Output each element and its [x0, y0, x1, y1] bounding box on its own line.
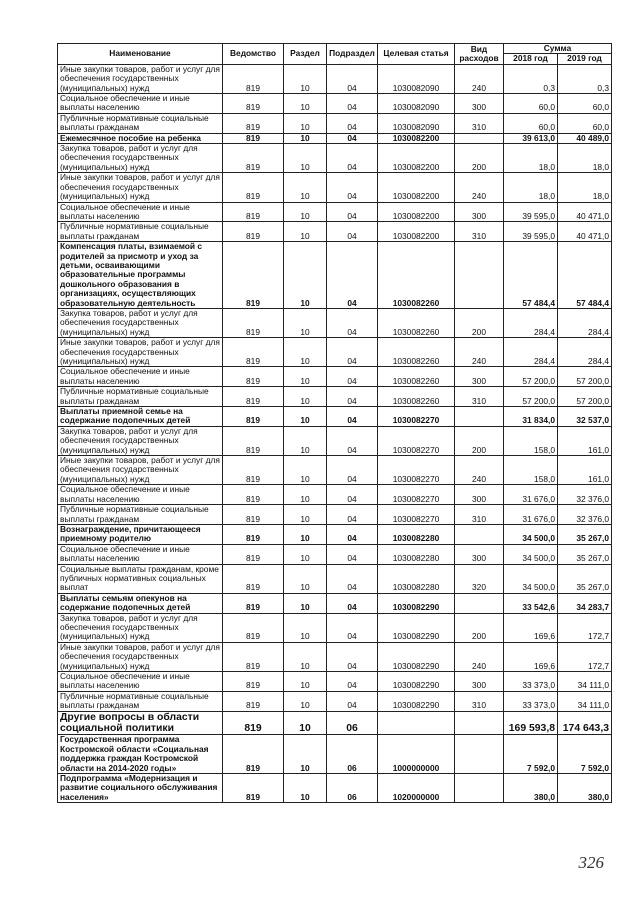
- row-razdel: 10: [284, 202, 327, 222]
- row-vr: 240: [455, 64, 504, 93]
- row-amount-2018: 39 595,0: [504, 202, 558, 222]
- row-csr: 1030082280: [378, 564, 455, 593]
- row-podrazdel: 04: [327, 564, 378, 593]
- table-row: [58, 242, 612, 309]
- table-body: [58, 64, 612, 802]
- row-csr: 1030082290: [378, 613, 455, 642]
- row-name: Социальное обеспечение и иные выплаты населению: [58, 202, 223, 222]
- row-vr: 300: [455, 367, 504, 387]
- table-row: [58, 711, 612, 735]
- row-razdel: 10: [284, 524, 327, 544]
- row-csr: 1030082260: [378, 242, 455, 309]
- row-podrazdel: 04: [327, 672, 378, 692]
- row-amount-2018: 18,0: [504, 144, 558, 173]
- row-vr: 200: [455, 426, 504, 455]
- row-ved: 819: [223, 691, 284, 711]
- table-row: [58, 524, 612, 544]
- row-csr: 1030082290: [378, 672, 455, 692]
- row-podrazdel: 04: [327, 642, 378, 671]
- row-csr: 1030082260: [378, 387, 455, 407]
- row-amount-2018: 39 613,0: [504, 133, 558, 143]
- row-csr: 1030082090: [378, 94, 455, 114]
- row-amount-2018: 57 484,4: [504, 242, 558, 309]
- row-ved: 819: [223, 505, 284, 525]
- row-csr: 1030082290: [378, 691, 455, 711]
- row-amount-2018: 39 595,0: [504, 222, 558, 242]
- row-amount-2018: 7 592,0: [504, 735, 558, 774]
- row-ved: 819: [223, 735, 284, 774]
- row-ved: 819: [223, 144, 284, 173]
- table-row: [58, 64, 612, 93]
- row-ved: 819: [223, 173, 284, 202]
- row-name: Закупка товаров, работ и услуг для обеспечения государственных (муниципальных) нужд: [58, 613, 223, 642]
- row-podrazdel: 04: [327, 485, 378, 505]
- row-amount-2019: 174 643,3: [558, 711, 612, 735]
- row-ved: 819: [223, 613, 284, 642]
- header-csr: Целевая статья: [378, 44, 455, 65]
- row-csr: 1030082200: [378, 222, 455, 242]
- row-ved: 819: [223, 338, 284, 367]
- row-vr: 240: [455, 456, 504, 485]
- row-podrazdel: 04: [327, 387, 378, 407]
- row-name: Компенсация платы, взимаемой с родителей за присмотр и уход за детьми, осваивающими образовательные программы дошкольного образования в организациях, осуществляющих образовательную деятельность: [58, 242, 223, 309]
- row-podrazdel: 04: [327, 456, 378, 485]
- row-amount-2018: 34 500,0: [504, 544, 558, 564]
- row-podrazdel: 04: [327, 173, 378, 202]
- row-razdel: 10: [284, 308, 327, 337]
- row-ved: 819: [223, 774, 284, 803]
- row-ved: 819: [223, 485, 284, 505]
- table-row: [58, 407, 612, 427]
- row-vr: 300: [455, 94, 504, 114]
- table-header: [58, 44, 612, 65]
- row-podrazdel: 04: [327, 222, 378, 242]
- row-amount-2018: 33 373,0: [504, 691, 558, 711]
- row-vr: 320: [455, 564, 504, 593]
- row-razdel: 10: [284, 94, 327, 114]
- row-vr: 310: [455, 691, 504, 711]
- row-amount-2019: 161,0: [558, 456, 612, 485]
- row-csr: 1030082270: [378, 407, 455, 427]
- row-podrazdel: 04: [327, 524, 378, 544]
- row-amount-2018: 57 200,0: [504, 367, 558, 387]
- row-ved: 819: [223, 642, 284, 671]
- row-amount-2019: 35 267,0: [558, 544, 612, 564]
- row-podrazdel: 04: [327, 593, 378, 613]
- row-vr: [455, 774, 504, 803]
- table-row: [58, 593, 612, 613]
- table-row: [58, 613, 612, 642]
- row-vr: 200: [455, 613, 504, 642]
- row-csr: 1030082270: [378, 505, 455, 525]
- header-podrazdel: Подраздел: [327, 44, 378, 65]
- row-vr: [455, 593, 504, 613]
- row-vr: 200: [455, 308, 504, 337]
- row-ved: 819: [223, 564, 284, 593]
- row-vr: 300: [455, 485, 504, 505]
- row-razdel: 10: [284, 407, 327, 427]
- row-name: Публичные нормативные социальные выплаты гражданам: [58, 222, 223, 242]
- row-podrazdel: 04: [327, 544, 378, 564]
- row-vr: 310: [455, 222, 504, 242]
- row-amount-2019: 60,0: [558, 94, 612, 114]
- row-name: Публичные нормативные социальные выплаты гражданам: [58, 113, 223, 133]
- row-podrazdel: 06: [327, 735, 378, 774]
- row-csr: 1030082260: [378, 338, 455, 367]
- row-csr: 1030082200: [378, 144, 455, 173]
- row-vr: [455, 133, 504, 143]
- row-csr: 1030082200: [378, 173, 455, 202]
- row-ved: 819: [223, 407, 284, 427]
- row-amount-2018: 57 200,0: [504, 387, 558, 407]
- row-razdel: 10: [284, 173, 327, 202]
- row-razdel: 10: [284, 133, 327, 143]
- row-csr: 1030082090: [378, 64, 455, 93]
- row-csr: 1030082260: [378, 367, 455, 387]
- row-ved: 819: [223, 133, 284, 143]
- row-name: Иные закупки товаров, работ и услуг для обеспечения государственных (муниципальных) нужд: [58, 338, 223, 367]
- row-csr: 1030082260: [378, 308, 455, 337]
- row-amount-2019: 40 489,0: [558, 133, 612, 143]
- row-ved: 819: [223, 94, 284, 114]
- table-row: [58, 94, 612, 114]
- row-name: Социальное обеспечение и иные выплаты населению: [58, 485, 223, 505]
- row-amount-2019: 35 267,0: [558, 564, 612, 593]
- row-ved: 819: [223, 308, 284, 337]
- row-name: Иные закупки товаров, работ и услуг для обеспечения государственных (муниципальных) нужд: [58, 64, 223, 93]
- row-podrazdel: 04: [327, 407, 378, 427]
- table-row: [58, 338, 612, 367]
- row-name: Социальные выплаты гражданам, кроме публичных нормативных социальных выплат: [58, 564, 223, 593]
- row-ved: 819: [223, 456, 284, 485]
- row-name: Социальное обеспечение и иные выплаты населению: [58, 672, 223, 692]
- row-amount-2019: 34 111,0: [558, 691, 612, 711]
- row-podrazdel: 04: [327, 505, 378, 525]
- row-amount-2019: 57 484,4: [558, 242, 612, 309]
- header-summa: Сумма: [504, 44, 612, 54]
- row-razdel: 10: [284, 593, 327, 613]
- row-name: Социальное обеспечение и иные выплаты населению: [58, 94, 223, 114]
- row-name: Вознаграждение, причитающееся приемному родителю: [58, 524, 223, 544]
- row-amount-2018: 0,3: [504, 64, 558, 93]
- row-podrazdel: 04: [327, 242, 378, 309]
- row-amount-2018: 33 542,6: [504, 593, 558, 613]
- row-ved: 819: [223, 113, 284, 133]
- table-row: [58, 308, 612, 337]
- row-csr: 1030082200: [378, 133, 455, 143]
- header-ved: Ведомство: [223, 44, 284, 65]
- row-ved: 819: [223, 524, 284, 544]
- row-amount-2019: 34 111,0: [558, 672, 612, 692]
- row-vr: 240: [455, 642, 504, 671]
- row-amount-2018: 169 593,8: [504, 711, 558, 735]
- header-year-2019: 2019 год: [558, 54, 612, 64]
- row-razdel: 10: [284, 113, 327, 133]
- row-razdel: 10: [284, 613, 327, 642]
- table-row: [58, 222, 612, 242]
- row-podrazdel: 04: [327, 113, 378, 133]
- row-amount-2019: 380,0: [558, 774, 612, 803]
- row-amount-2018: 60,0: [504, 113, 558, 133]
- row-podrazdel: 04: [327, 613, 378, 642]
- row-name: Закупка товаров, работ и услуг для обеспечения государственных (муниципальных) нужд: [58, 426, 223, 455]
- row-name: Социальное обеспечение и иные выплаты населению: [58, 367, 223, 387]
- row-name: Ежемесячное пособие на ребенка: [58, 133, 223, 143]
- row-ved: 819: [223, 593, 284, 613]
- row-podrazdel: 04: [327, 691, 378, 711]
- row-amount-2018: 158,0: [504, 456, 558, 485]
- row-name: Публичные нормативные социальные выплаты гражданам: [58, 387, 223, 407]
- row-amount-2018: 31 676,0: [504, 505, 558, 525]
- row-amount-2018: 31 834,0: [504, 407, 558, 427]
- row-amount-2018: 60,0: [504, 94, 558, 114]
- row-razdel: 10: [284, 735, 327, 774]
- row-razdel: 10: [284, 544, 327, 564]
- row-amount-2018: 33 373,0: [504, 672, 558, 692]
- row-razdel: 10: [284, 711, 327, 735]
- row-amount-2019: 32 376,0: [558, 485, 612, 505]
- header-vr: Вид расходов: [455, 44, 504, 65]
- table-row: [58, 485, 612, 505]
- row-razdel: 10: [284, 242, 327, 309]
- row-csr: 1030082290: [378, 642, 455, 671]
- header-year-2018: 2018 год: [504, 54, 558, 64]
- row-amount-2019: 0,3: [558, 64, 612, 93]
- row-csr: 1030082270: [378, 485, 455, 505]
- table-row: [58, 642, 612, 671]
- row-razdel: 10: [284, 456, 327, 485]
- row-ved: 819: [223, 222, 284, 242]
- row-amount-2019: 18,0: [558, 144, 612, 173]
- row-vr: 200: [455, 144, 504, 173]
- row-amount-2019: 7 592,0: [558, 735, 612, 774]
- row-ved: 819: [223, 544, 284, 564]
- row-razdel: 10: [284, 144, 327, 173]
- row-vr: [455, 711, 504, 735]
- row-amount-2019: 172,7: [558, 613, 612, 642]
- row-name: Публичные нормативные социальные выплаты гражданам: [58, 691, 223, 711]
- table-row: [58, 426, 612, 455]
- table-row: [58, 456, 612, 485]
- row-ved: 819: [223, 711, 284, 735]
- row-name: Другие вопросы в области социальной политики: [58, 711, 223, 735]
- table-row: [58, 672, 612, 692]
- row-amount-2019: 284,4: [558, 338, 612, 367]
- row-amount-2019: 18,0: [558, 173, 612, 202]
- table-row: [58, 505, 612, 525]
- row-amount-2018: 34 500,0: [504, 564, 558, 593]
- row-name: Подпрограмма «Модернизация и развитие социального обслуживания населения»: [58, 774, 223, 803]
- header-razdel: Раздел: [284, 44, 327, 65]
- row-razdel: 10: [284, 64, 327, 93]
- row-amount-2019: 57 200,0: [558, 367, 612, 387]
- row-amount-2019: 35 267,0: [558, 524, 612, 544]
- row-ved: 819: [223, 202, 284, 222]
- table-row: [58, 564, 612, 593]
- row-razdel: 10: [284, 642, 327, 671]
- page-number: 326: [578, 853, 604, 872]
- row-podrazdel: 06: [327, 711, 378, 735]
- row-podrazdel: 04: [327, 367, 378, 387]
- row-amount-2019: 284,4: [558, 308, 612, 337]
- row-csr: 1030082280: [378, 544, 455, 564]
- row-razdel: 10: [284, 505, 327, 525]
- row-podrazdel: 04: [327, 64, 378, 93]
- row-vr: 310: [455, 387, 504, 407]
- row-razdel: 10: [284, 672, 327, 692]
- table-row: [58, 367, 612, 387]
- row-razdel: 10: [284, 774, 327, 803]
- row-amount-2018: 158,0: [504, 426, 558, 455]
- row-csr: 1030082090: [378, 113, 455, 133]
- row-vr: 300: [455, 202, 504, 222]
- row-vr: [455, 242, 504, 309]
- row-podrazdel: 06: [327, 774, 378, 803]
- row-amount-2019: 32 537,0: [558, 407, 612, 427]
- row-podrazdel: 04: [327, 94, 378, 114]
- row-amount-2018: 169,6: [504, 642, 558, 671]
- row-name: Иные закупки товаров, работ и услуг для обеспечения государственных (муниципальных) нужд: [58, 642, 223, 671]
- row-vr: 240: [455, 173, 504, 202]
- row-csr: 1020000000: [378, 774, 455, 803]
- row-name: Выплаты семьям опекунов на содержание подопечных детей: [58, 593, 223, 613]
- row-amount-2019: 40 471,0: [558, 222, 612, 242]
- row-amount-2019: 32 376,0: [558, 505, 612, 525]
- row-amount-2019: 57 200,0: [558, 387, 612, 407]
- row-razdel: 10: [284, 691, 327, 711]
- row-vr: [455, 524, 504, 544]
- row-name: Выплаты приемной семье на содержание подопечных детей: [58, 407, 223, 427]
- row-name: Социальное обеспечение и иные выплаты населению: [58, 544, 223, 564]
- row-amount-2019: 172,7: [558, 642, 612, 671]
- row-razdel: 10: [284, 367, 327, 387]
- row-vr: 310: [455, 113, 504, 133]
- row-name: Иные закупки товаров, работ и услуг для обеспечения государственных (муниципальных) нужд: [58, 456, 223, 485]
- row-ved: 819: [223, 387, 284, 407]
- row-name: Закупка товаров, работ и услуг для обеспечения государственных (муниципальных) нужд: [58, 144, 223, 173]
- row-ved: 819: [223, 367, 284, 387]
- row-podrazdel: 04: [327, 133, 378, 143]
- row-name: Государственная программа Костромской области «Социальная поддержка граждан Костромской области на 2014-2020 годы»: [58, 735, 223, 774]
- row-podrazdel: 04: [327, 308, 378, 337]
- row-vr: [455, 735, 504, 774]
- row-vr: [455, 407, 504, 427]
- row-csr: 1030082270: [378, 456, 455, 485]
- row-ved: 819: [223, 426, 284, 455]
- row-amount-2018: 34 500,0: [504, 524, 558, 544]
- row-csr: [378, 711, 455, 735]
- table-row: [58, 774, 612, 803]
- row-vr: 300: [455, 672, 504, 692]
- table-row: [58, 113, 612, 133]
- table-row: [58, 691, 612, 711]
- row-name: Публичные нормативные социальные выплаты гражданам: [58, 505, 223, 525]
- row-razdel: 10: [284, 338, 327, 367]
- row-csr: 1030082200: [378, 202, 455, 222]
- table-row: [58, 202, 612, 222]
- table-row: [58, 144, 612, 173]
- row-csr: 1030082270: [378, 426, 455, 455]
- row-csr: 1030082280: [378, 524, 455, 544]
- row-razdel: 10: [284, 387, 327, 407]
- row-razdel: 10: [284, 485, 327, 505]
- row-podrazdel: 04: [327, 338, 378, 367]
- row-amount-2018: 18,0: [504, 173, 558, 202]
- row-amount-2019: 161,0: [558, 426, 612, 455]
- row-vr: 240: [455, 338, 504, 367]
- row-razdel: 10: [284, 426, 327, 455]
- row-vr: 300: [455, 544, 504, 564]
- row-amount-2019: 34 283,7: [558, 593, 612, 613]
- row-amount-2019: 60,0: [558, 113, 612, 133]
- row-csr: 1000000000: [378, 735, 455, 774]
- row-razdel: 10: [284, 222, 327, 242]
- row-podrazdel: 04: [327, 202, 378, 222]
- table-row: [58, 544, 612, 564]
- header-name: Наименование: [58, 44, 223, 65]
- table-row: [58, 735, 612, 774]
- table-row: [58, 173, 612, 202]
- row-csr: 1030082290: [378, 593, 455, 613]
- row-amount-2019: 40 471,0: [558, 202, 612, 222]
- row-amount-2018: 380,0: [504, 774, 558, 803]
- row-ved: 819: [223, 672, 284, 692]
- row-name: Иные закупки товаров, работ и услуг для обеспечения государственных (муниципальных) нужд: [58, 173, 223, 202]
- row-podrazdel: 04: [327, 144, 378, 173]
- row-amount-2018: 284,4: [504, 338, 558, 367]
- table-row: [58, 133, 612, 143]
- budget-table: [57, 43, 612, 803]
- table-row: [58, 387, 612, 407]
- row-name: Закупка товаров, работ и услуг для обеспечения государственных (муниципальных) нужд: [58, 308, 223, 337]
- row-vr: 310: [455, 505, 504, 525]
- row-ved: 819: [223, 242, 284, 309]
- row-amount-2018: 31 676,0: [504, 485, 558, 505]
- row-razdel: 10: [284, 564, 327, 593]
- row-podrazdel: 04: [327, 426, 378, 455]
- row-amount-2018: 284,4: [504, 308, 558, 337]
- row-amount-2018: 169,6: [504, 613, 558, 642]
- row-ved: 819: [223, 64, 284, 93]
